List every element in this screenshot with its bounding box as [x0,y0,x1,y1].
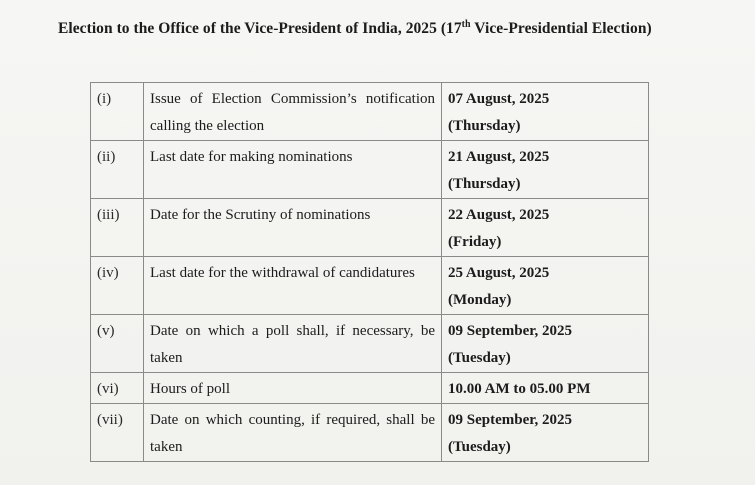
row-number: (iv) [91,257,144,315]
row-number: (v) [91,315,144,373]
row-number: (i) [91,83,144,141]
row-date-cell [442,257,649,315]
row-date: 22 August, 2025 [448,207,550,223]
row-date: 21 August, 2025 [448,149,550,165]
row-date: 07 August, 2025 [448,91,550,107]
row-date-cell [442,83,649,141]
row-date-cell [442,373,649,404]
row-number: (vi) [91,373,144,404]
table-row [91,83,649,141]
table-row [91,199,649,257]
table-row [91,257,649,315]
table-row [91,315,649,373]
table-row [91,404,649,462]
row-number: (iii) [91,199,144,257]
row-event: Issue of Election Commission’s notification calling the election [144,83,442,141]
table-row [91,373,649,404]
row-date-cell [442,141,649,199]
row-date: 25 August, 2025 [448,265,550,281]
row-day: (Monday) [448,292,512,308]
row-event: Hours of poll [144,373,442,404]
row-number: (ii) [91,141,144,199]
row-date-cell [442,404,649,462]
row-event: Date on which counting, if required, shall be taken [144,404,442,462]
table-row [91,141,649,199]
row-event: Last date for making nominations [144,141,442,199]
row-event: Date on which a poll shall, if necessary, be taken [144,315,442,373]
row-event: Date for the Scrutiny of nominations [144,199,442,257]
title-tail: Vice-Presidential Election) [470,20,652,37]
row-date-cell [442,315,649,373]
row-date: 09 September, 2025 [448,412,573,428]
title-main: Election to the Office of the Vice-President of India, 2025 (17 [58,20,462,37]
row-day: (Tuesday) [448,350,511,366]
document-title [58,20,652,38]
row-day: (Thursday) [448,118,521,134]
row-event: Last date for the withdrawal of candidatures [144,257,442,315]
row-day: (Thursday) [448,176,521,192]
row-date: 10.00 AM to 05.00 PM [448,381,591,397]
row-date-cell [442,199,649,257]
row-day: (Tuesday) [448,439,511,455]
title-superscript: th [461,19,471,30]
row-date: 09 September, 2025 [448,323,573,339]
election-schedule-table [90,82,649,462]
row-number: (vii) [91,404,144,462]
row-day: (Friday) [448,234,502,250]
